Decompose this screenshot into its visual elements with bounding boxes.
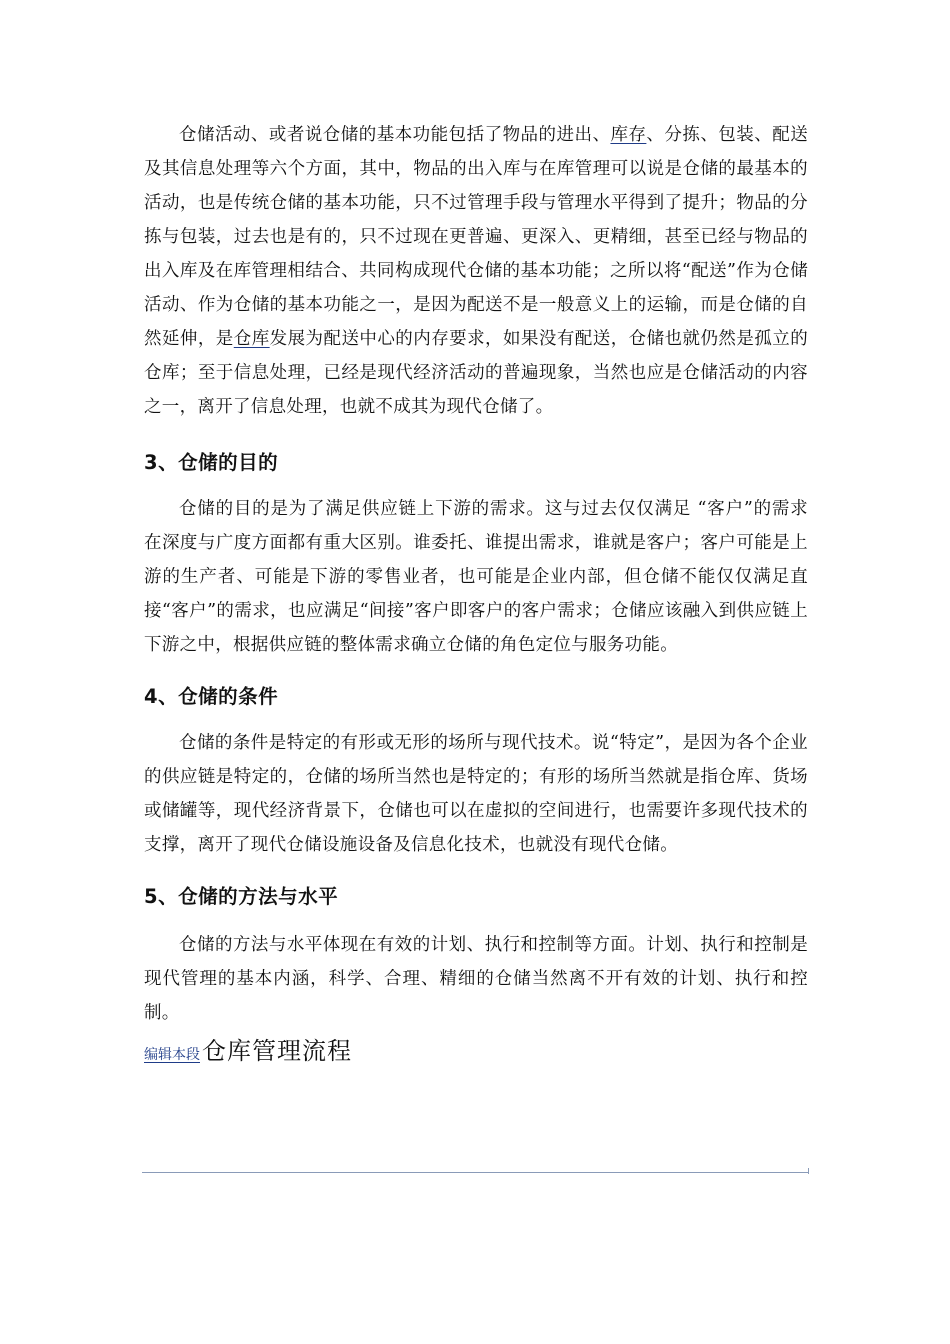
paragraph-storage-conditions: 仓储的条件是特定的有形或无形的场所与现代技术。说“特定”，是因为各个企业的供应链是特定的，仓储的场所当然也是特定的；有形的场所当然就是指仓库、货场或储罐等，现代经济背景下，仓储也可以在虚拟的空间进行，也需要许多现代技术的支撑，离开了现代仓储设施设备及信息化技术，也就没有现代仓储。 xyxy=(144,733,808,855)
heading-storage-methods xyxy=(144,882,808,912)
heading-number: 4 xyxy=(144,685,159,708)
paragraph-text: 仓储活动、或者说仓储的基本功能包括了物品的进出、 xyxy=(179,125,611,145)
paragraph-text: 、分拣、包装、配送及其信息处理等六个方面，其中，物品的出入库与在库管理可以说是仓储的最基本的活动，也是传统仓储的基本功能，只不过管理手段与管理水平得到了提升；物品的分拣与包装，过去也是有的，只不过现在更普遍、更深入、更精细，甚至已经与物品的出入库及在库管理相结合、共同构成现代仓储的基本功能；之所以将“配送”作为仓储活动、作为仓储的基本功能之一，是因为配送不是一般意义上的运输，而是仓储的自然延伸，是 xyxy=(144,125,808,349)
edit-section-link[interactable]: 编辑本段 xyxy=(144,1047,200,1063)
heading-number: 3 xyxy=(144,451,159,474)
heading-storage-conditions xyxy=(144,682,808,712)
section-divider xyxy=(142,1172,809,1173)
section-header-row xyxy=(144,1030,808,1066)
heading-storage-purpose xyxy=(144,448,808,478)
heading-text: 、仓储的条件 xyxy=(158,685,279,708)
link-inventory[interactable]: 库存 xyxy=(610,125,647,145)
heading-number: 5 xyxy=(144,885,159,908)
divider-end-mark xyxy=(808,1168,809,1174)
paragraph-storage-functions xyxy=(144,118,808,424)
paragraph-storage-methods: 仓储的方法与水平体现在有效的计划、执行和控制等方面。计划、执行和控制是现代管理的基本内涵，科学、合理、精细的仓储当然离不开有效的计划、执行和控制。 xyxy=(144,935,808,1023)
heading-text: 、仓储的目的 xyxy=(158,451,279,474)
paragraph-storage-purpose: 仓储的目的是为了满足供应链上下游的需求。这与过去仅仅满足 “客户”的需求在深度与广度方面都有重大区别。谁委托、谁提出需求，谁就是客户；客户可能是上游的生产者、可能是下游的零售业者，也可能是企业内部，但仓储不能仅仅满足直接“客户”的需求，也应满足“间接”客户即客户的客户需求；仓储应该融入到供应链上下游之中，根据供应链的整体需求确立仓储的角色定位与服务功能。 xyxy=(144,499,808,655)
heading-text: 、仓储的方法与水平 xyxy=(158,885,339,908)
section-title-warehouse-process: 仓库管理流程 xyxy=(202,1037,352,1065)
paragraph-text: 发展为配送中心的内存要求，如果没有配送，仓储也就仍然是孤立的仓库；至于信息处理，已经是现代经济活动的普遍现象，当然也应是仓储活动的内容之一，离开了信息处理，也就不成其为现代仓储了。 xyxy=(144,329,808,417)
document-body xyxy=(144,118,808,1066)
link-warehouse[interactable]: 仓库 xyxy=(233,329,270,349)
